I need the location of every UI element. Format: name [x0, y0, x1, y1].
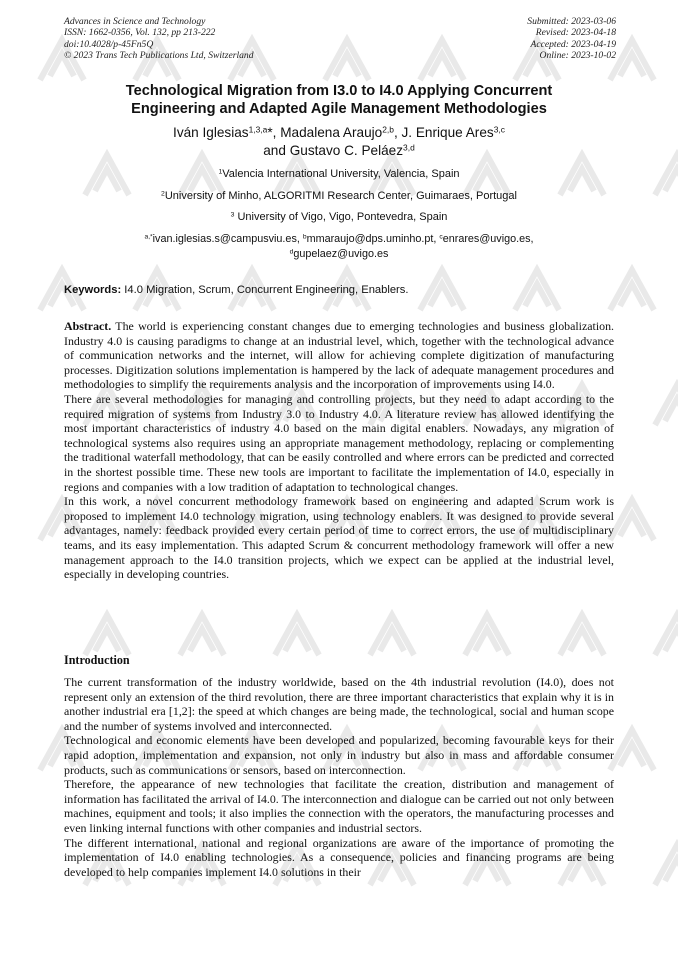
author-affil-mark: 1,3,a [248, 124, 268, 135]
paper-title [64, 82, 614, 118]
author-line-1 [64, 124, 614, 142]
keywords-text: I4.0 Migration, Scrum, Concurrent Engineering, Enablers. [121, 284, 409, 296]
submitted-date: Submitted: 2023-03-06 [527, 16, 616, 27]
author-conjunction: and [263, 143, 290, 158]
watermark-mark [655, 385, 678, 425]
watermark-mark [655, 615, 678, 655]
author-separator: , [393, 125, 402, 140]
keywords-label: Keywords: [64, 284, 122, 296]
journal-header [64, 16, 254, 62]
watermark-mark [420, 40, 464, 80]
email-link[interactable]: enrares@uvigo.es, [442, 233, 534, 245]
affiliation-1 [64, 168, 614, 181]
intro-paragraph: The current transformation of the industry worldwide, based on the 4th industrial revolution (I4.0), does not represent only an extension of the third revolution, there are three important characteristics that explain why it is in another industrial era [1,2]: the speed at which changes are being made, the technological, social and human scope and the number of systems involved and interconnected. [64, 675, 614, 733]
copyright-line: © 2023 Trans Tech Publications Ltd, Switzerland [64, 50, 254, 62]
email-line-2 [64, 247, 614, 262]
author-list [64, 124, 614, 160]
watermark-mark [610, 270, 654, 310]
author-affil-mark: 2,b [382, 124, 394, 135]
author-affil-mark: 3,d [403, 142, 415, 153]
affil-text: University of Minho, ALGORITMI Research Center, Guimaraes, Portugal [164, 190, 517, 202]
email-link[interactable]: gupelaez@uvigo.es [293, 247, 389, 260]
affil-mark: 1 [218, 168, 223, 176]
affil-mark: 3 [230, 211, 235, 219]
author-name: Madalena Araujo [280, 125, 383, 140]
watermark-mark [655, 845, 678, 885]
affil-text: University of Vigo, Vigo, Pontevedra, Spain [234, 211, 448, 223]
watermark-mark [610, 500, 654, 540]
affiliation-3 [64, 211, 614, 224]
abstract-paragraph: There are several methodologies for managing and controlling projects, but they need to adapt according to the required migration of systems from Industry 3.0 to Industry 4.0. A literature review has allowed identifying the most important characteristics of industry 4.0 based on the main digital enablers. Nowadays, any migration of technological systems also requires using an appropriate management methodology, replacing or complementing the traditional waterfall methodology, that can be easily controlled and where errors can be predicted and corrected in the shortest possible time. These new tools are important to facilitate the implementation of I4.0, especially in regions and companies with a low tradition of adaptation to technological changes. [64, 391, 614, 494]
affiliation-2 [64, 190, 614, 203]
watermark-mark [465, 615, 509, 655]
email-mark: a,* [144, 233, 153, 241]
abstract-section [64, 319, 614, 582]
affil-mark: 2 [161, 190, 165, 198]
email-mark: c [439, 233, 443, 241]
email-line-1 [64, 232, 614, 247]
keywords-section [64, 283, 614, 297]
watermark-mark [275, 615, 319, 655]
email-link[interactable]: ivan.iglesias.s@campusviu.es, [152, 233, 303, 245]
title-line-2: Engineering and Adapted Agile Management Methodologies [131, 101, 547, 117]
watermark-mark [325, 40, 369, 80]
author-name: Gustavo C. Peláez [289, 143, 404, 158]
introduction-section [64, 675, 614, 879]
accepted-date: Accepted: 2023-04-19 [530, 38, 616, 50]
author-line-2 [64, 142, 614, 160]
intro-paragraph: Technological and economic elements have been developed and popularized, becoming favourable keys for their rapid adoption, implementation and expansion, not only in industry but also in mass and affordable consumer products, such as communications or sensors, based on interconnection. [64, 733, 614, 777]
online-date: Online: 2023-10-02 [539, 50, 616, 62]
title-line-1: Technological Migration from I3.0 to I4.0 Applying Concurrent [125, 83, 553, 99]
intro-paragraph: The different international, national and regional organizations are aware of the importance of promoting the implementation of I4.0 enabling technologies. As a consequence, policies and financing programs are being developed to help companies implement I4.0 solutions in their [64, 835, 614, 879]
email-link[interactable]: mmaraujo@dps.uminho.pt, [306, 233, 440, 245]
watermark-mark [610, 40, 654, 80]
section-heading: Introduction [64, 653, 130, 667]
abstract-paragraph [64, 319, 614, 392]
author-name: J. Enrique Ares [401, 125, 494, 140]
author-name: Iván Iglesias [173, 125, 249, 140]
watermark-mark [370, 615, 414, 655]
author-emails [64, 232, 614, 261]
email-mark: d [289, 247, 294, 255]
revised-date: Revised: 2023-04-18 [535, 27, 616, 39]
doi-link[interactable]: doi:10.4028/p-45Fn5Q [64, 38, 154, 50]
journal-issn: ISSN: 1662-0356, Vol. 132, pp 213-222 [64, 27, 216, 39]
corresponding-mark: *, [267, 125, 281, 140]
dates-header [527, 16, 616, 62]
watermark-mark [655, 155, 678, 195]
journal-name: Advances in Science and Technology [64, 16, 206, 27]
abstract-text: The world is experiencing constant changes due to emerging technologies and business globalization. Industry 4.0 is causing paradigms to change at an industrial level, which, together with the technological advance of communication networks and the internet, will allow for achieving complete digitization of manufacturing processes. Digitization solutions implementation is hampered by the lack of adequate management procedures and methodologies to simplify the requirements analysis and the incorporation of improvements using I4.0. [64, 319, 614, 392]
watermark-mark [560, 615, 604, 655]
author-affil-mark: 3,c [493, 124, 505, 135]
watermark-mark [180, 615, 224, 655]
intro-paragraph: Therefore, the appearance of new technologies that facilitate the creation, distribution and management of information has facilitated the arrival of I4.0. The interconnection and dialogue can be carried out not only between machines, equipment and tools; it also implies the connection with the operators, the manufacturing processes and even linking internal functions with other companies and industrial sectors. [64, 777, 614, 835]
watermark-mark [85, 615, 129, 655]
abstract-label: Abstract. [64, 319, 112, 333]
affil-text: Valencia International University, Valencia, Spain [222, 168, 460, 180]
watermark-mark [610, 730, 654, 770]
email-mark: b [302, 233, 307, 241]
abstract-paragraph: In this work, a novel concurrent methodology framework based on engineering and adapted Scrum work is proposed to implement I4.0 technology migration, using technology enablers. It was designed to provide several advantages, namely: feedback provided every certain period of time to correct errors, the use of multidisciplinary teams, and its easy implementation. This adapted Scrum & concurrent methodology framework will offer a new management approach to the I4.0 transition projects, which we expect can be applied at the industrial level, especially in developing countries. [64, 494, 614, 582]
